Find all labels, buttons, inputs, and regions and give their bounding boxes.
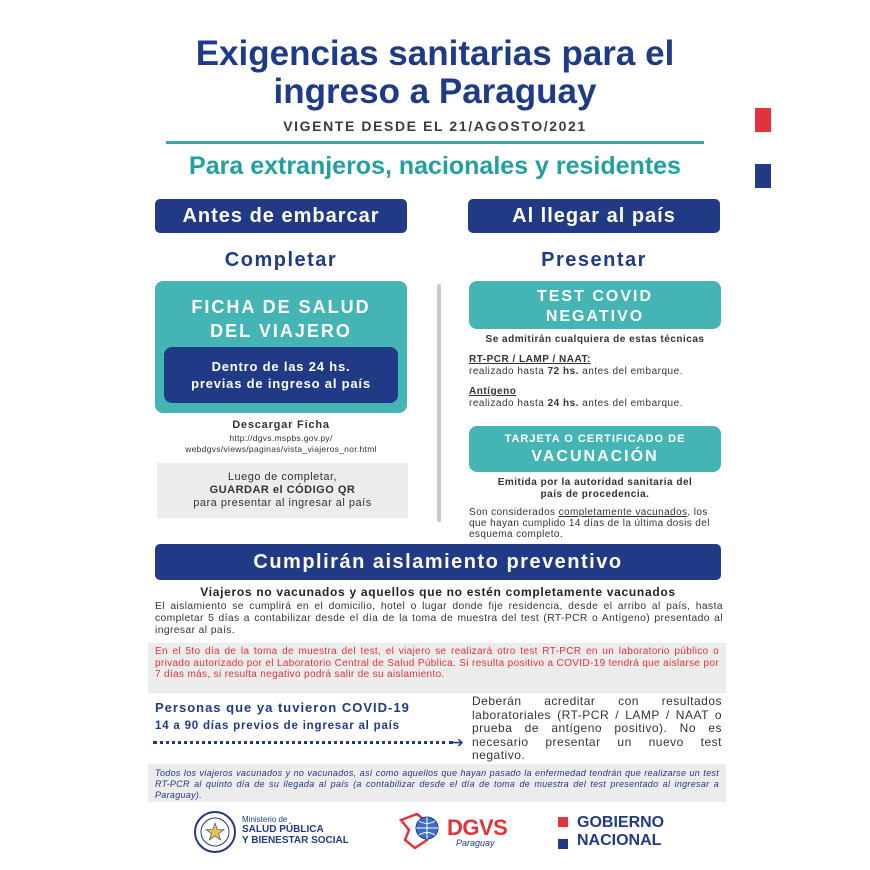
qr-instructions-box — [157, 463, 408, 518]
ficha-salud-card — [155, 281, 407, 413]
qr-line-2: GUARDAR el CÓDIGO QR — [209, 484, 356, 496]
test-covid-card — [469, 281, 721, 329]
rtpcr-pre: realizado hasta — [469, 366, 548, 377]
ficha-title-line-2: DEL VIAJERO — [210, 321, 352, 341]
descargar-ficha-label: Descargar Ficha — [232, 419, 330, 431]
antes-de-embarcar-header: Antes de embarcar — [155, 199, 407, 233]
flag-blue-stripe — [755, 164, 771, 188]
ficha-deadline-line-2: previas de ingreso al país — [191, 376, 371, 391]
dgvs-logo-text: DGVS — [447, 815, 508, 840]
test-covid-title — [469, 287, 721, 327]
antigeno-hours: 24 hs. — [547, 398, 579, 409]
dias-previos: 14 a 90 días previos de ingresar al país — [155, 720, 400, 732]
rtpcr-post: antes del embarque. — [578, 366, 683, 377]
emitida-note — [469, 477, 721, 501]
vacunacion-card — [469, 426, 721, 472]
gobierno-line-2: NACIONAL — [577, 832, 662, 849]
url-line-1[interactable]: http://dgvs.mspbs.gov.py/ — [229, 433, 333, 443]
vacunacion-line-2: VACUNACIÓN — [531, 448, 659, 465]
ficha-title — [155, 295, 407, 343]
ficha-title-line-1: FICHA DE SALUD — [191, 297, 371, 317]
rtpcr-label: RT-PCR / LAMP / NAAT: — [469, 354, 591, 365]
arrow-right-icon: ➔ — [452, 734, 464, 750]
column-divider — [437, 284, 441, 522]
antigeno-label: Antígeno — [469, 386, 517, 397]
dotted-connector — [153, 738, 453, 744]
viajeros-no-vacunados: Viajeros no vacunados y aquellos que no estén completamente vacunados — [200, 585, 676, 599]
title-line-1: Exigencias sanitarias para el — [195, 34, 675, 73]
dgvs-globe-icon — [397, 806, 445, 854]
presentar-heading: Presentar — [541, 249, 647, 271]
completar-heading: Completar — [224, 249, 338, 271]
considerados-pre: Son considerados — [469, 507, 559, 518]
considerados-note — [469, 507, 721, 540]
antigeno-post: antes del embarque. — [578, 398, 683, 409]
deberan-acreditar-text: Deberán acreditar con resultados laboratoriales (RT-PCR / LAMP / NAAT o prueba de antígeno positivo). No es necesario presentar un nuevo test negativo. — [472, 694, 722, 762]
flag-red-stripe — [755, 108, 771, 132]
vacunacion-line-1: TARJETA O CERTIFICADO DE — [504, 433, 686, 445]
antigeno-pre: realizado hasta — [469, 398, 548, 409]
ficha-deadline-box — [164, 347, 398, 403]
considerados-post: , los que hayan cumplido 14 días de la última dosis del esquema completo. — [469, 507, 710, 540]
aislamiento-header: Cumplirán aislamiento preventivo — [155, 544, 721, 580]
personas-covid-title: Personas que ya tuvieron COVID-19 — [155, 700, 410, 715]
ficha-deadline-line-1: Dentro de las 24 hs. — [211, 359, 351, 374]
title-line-2: ingreso a Paraguay — [273, 72, 597, 111]
tecnicas-note: Se admitirán cualquiera de estas técnicas — [485, 334, 705, 345]
antigeno-info — [469, 386, 724, 410]
page-title — [0, 35, 870, 111]
ministerio-line-2: Y BIENESTAR SOCIAL — [242, 835, 349, 846]
emitida-line-2: país de procedencia. — [540, 489, 650, 500]
considerados-underlined: completamente vacunados — [558, 507, 688, 518]
gobierno-nacional-logo — [577, 814, 664, 850]
qr-line-1: Luego de completar, — [227, 471, 338, 483]
qr-line-3: para presentar al ingresar al país — [193, 497, 372, 509]
ministerio-line-1: SALUD PÚBLICA — [242, 824, 324, 835]
ministerio-small: Ministerio de — [242, 815, 288, 824]
todos-viajeros-note: Todos los viajeros vacunados y no vacunados, así como aquellos que hayan pasado la enfermedad tendrán que realizarse un test RT-PCR al quinto día de su llegada al país (a contabilizar desde el día de toma de muestra del test presentado al ingresar a Paraguay). — [148, 764, 726, 802]
national-seal-icon — [193, 810, 237, 854]
aislamiento-text: El aislamiento se cumplirá en el domicilio, hotel o lugar donde fije residencia, desde el arribo al país, hasta completar 5 días a contabilizar desde el día de la toma de muestra del test (RT-PCR o Antígeno) presentado al ingresar al país. — [155, 601, 723, 636]
test-title-line-2: NEGATIVO — [545, 308, 645, 325]
rtpcr-hours: 72 hs. — [547, 366, 579, 377]
quinto-dia-note: En el 5to día de la toma de muestra del test, el viajero se realizará otro test RT-PCR en un laboratorio público o privado autorizado por el Laboratorio Central de Salud Pública. Si resulta positivo a COVID-19 tendrá que aislarse por 7 días más, si resulta negativo podrá salir de su aislamiento. — [148, 643, 726, 693]
test-title-line-1: TEST COVID — [536, 288, 653, 305]
title-divider — [166, 141, 704, 144]
ficha-download-link[interactable] — [155, 433, 407, 455]
emitida-line-1: Emitida por la autoridad sanitaria del — [497, 477, 693, 488]
url-line-2[interactable]: webdgvs/views/paginas/vista_viajeros_nor.html — [185, 444, 377, 454]
dgvs-paraguay-text: Paraguay — [456, 838, 495, 848]
rtpcr-info — [469, 354, 724, 378]
ministerio-logo-text — [242, 815, 372, 846]
vigente-date: VIGENTE DESDE EL 21/AGOSTO/2021 — [283, 118, 587, 134]
gobierno-flag-icon — [558, 817, 568, 849]
gobierno-line-1: GOBIERNO — [577, 814, 665, 831]
page-subtitle: Para extranjeros, nacionales y residentes — [189, 152, 681, 180]
al-llegar-header: Al llegar al país — [468, 199, 720, 233]
